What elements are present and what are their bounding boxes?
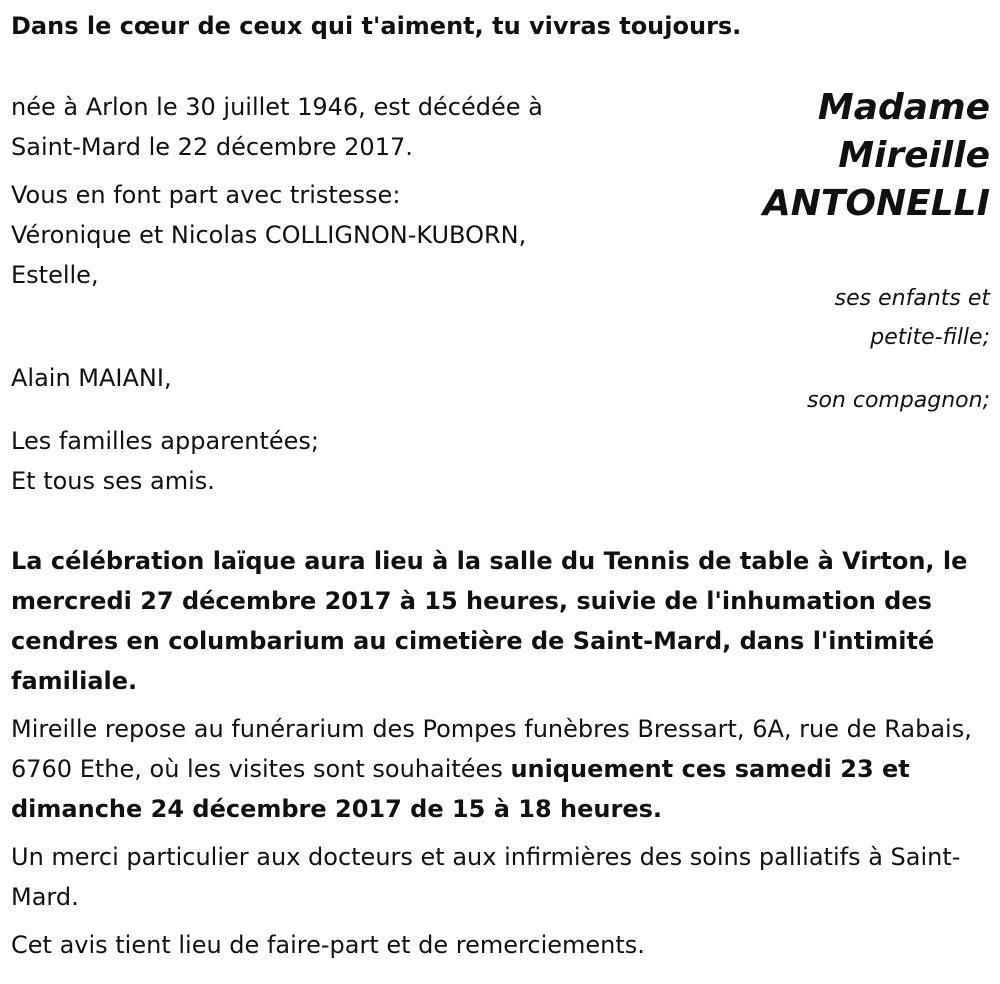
friends-line: Et tous ses amis. xyxy=(11,467,215,495)
visitation-text: Mireille repose au funérarium des Pompes funèbres Bressart, 6A, rue de Rabais, 6760 Ethe, où les visites sont souhaitées xyxy=(11,715,972,783)
children-line-1: Véronique et Nicolas COLLIGNON-KUBORN, xyxy=(11,221,527,249)
companion-name: Alain MAIANI, xyxy=(11,364,172,392)
closing-paragraph: Cet avis tient lieu de faire-part et de remerciements. xyxy=(11,931,645,959)
deceased-first-name: Mireille xyxy=(838,135,990,176)
children-relation-line-2: petite-fille; xyxy=(870,325,990,350)
announcement-body xyxy=(11,87,651,295)
visitation-times: uniquement ces samedi 23 et dimanche 24 décembre 2017 de 15 à 18 heures. xyxy=(11,755,910,823)
deceased-name xyxy=(660,84,990,228)
details-section xyxy=(11,541,991,965)
visitation-paragraph xyxy=(11,709,991,829)
relatives-line: Les familles apparentées; xyxy=(11,427,320,455)
deceased-title: Madame xyxy=(817,87,990,128)
ceremony-paragraph: La célébration laïque aura lieu à la salle du Tennis de table à Virton, le mercredi 27 décembre 2017 à 15 heures, suivie de l'inhumation des cendres en columbarium au cimetière de Saint-Mard, dans l'intimité familiale. xyxy=(11,547,968,695)
companion-relation: son compagnon; xyxy=(806,388,990,413)
thanks-paragraph: Un merci particulier aux docteurs et aux infirmières des soins palliatifs à Saint-Mard. xyxy=(11,843,961,911)
heading: Dans le cœur de ceux qui t'aiment, tu vivras toujours. xyxy=(11,12,742,40)
intro-line-2: Saint-Mard le 22 décembre 2017. xyxy=(11,133,413,161)
announce-line: Vous en font part avec tristesse: xyxy=(11,181,401,209)
intro-line-1: née à Arlon le 30 juillet 1946, est décédée à xyxy=(11,93,543,121)
children-relation-line-1: ses enfants et xyxy=(834,286,990,311)
children-line-2: Estelle, xyxy=(11,261,99,289)
deceased-last-name: ANTONELLI xyxy=(762,183,990,224)
